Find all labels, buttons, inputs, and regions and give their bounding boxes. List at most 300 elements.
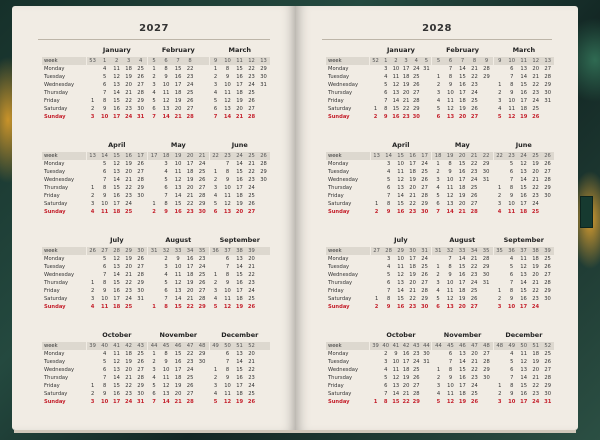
day-number: 19 [520,114,528,120]
day-number [87,255,99,263]
day-row [370,105,431,113]
day-number [210,358,222,366]
day-number [87,358,99,366]
day-number: 21 [248,264,255,270]
label-spacer [42,232,86,247]
day-number: 13 [223,209,232,215]
day-number: 16 [520,391,528,397]
day-number: 25 [421,169,428,175]
week-numbers [87,342,147,350]
day-number: 26 [470,193,478,199]
week-number: 45 [447,343,454,349]
weekday-label: Sunday [44,114,66,120]
day-number: 23 [125,106,132,112]
day-number: 23 [408,304,417,310]
day-number: 22 [409,296,416,302]
day-number: 10 [446,280,454,286]
weekday-label: Wednesday [328,177,359,183]
day-number: 30 [137,391,144,397]
day-number: 29 [483,367,490,373]
day-number: 22 [532,82,540,88]
day-number: 25 [186,90,194,96]
day-number: 30 [137,193,144,199]
day-number: 11 [392,74,400,80]
day-number: 10 [162,367,170,373]
day-row [371,279,431,287]
day-number: 2 [374,304,379,310]
day-number: 11 [397,169,404,175]
day-number: 26 [471,106,478,112]
week-numbers [371,247,431,255]
day-number: 12 [392,82,400,88]
day-number: 29 [260,169,267,175]
day-row [87,366,147,374]
day-number: 11 [507,209,516,215]
day-number: 6 [102,264,107,270]
day-number: 3 [436,177,440,183]
day-number: 18 [236,193,243,199]
day-number: 19 [532,161,539,167]
day-number: 22 [402,106,410,112]
day-number: 24 [421,161,428,167]
weekday-label: Friday [328,193,344,199]
day-row [432,113,492,121]
day-row [210,65,270,73]
week-number: 39 [248,248,255,254]
day-number: 25 [248,90,255,96]
day-number: 22 [470,161,478,167]
day-number: 23 [402,114,410,120]
quarter-row [326,42,554,137]
day-number: 6 [386,185,391,191]
day-row [494,374,554,382]
left-page-2027 [12,6,296,430]
day-number: 3 [436,280,440,286]
weekday-label: Tuesday [328,74,350,80]
day-number [370,81,380,89]
day-number [196,398,208,406]
week-number: 49 [508,343,516,349]
weekday-label: Wednesday [44,82,75,88]
day-row [87,192,147,200]
week-number: 45 [162,343,170,349]
day-number: 25 [412,74,420,80]
weekday-label: Thursday [328,90,353,96]
day-row [148,374,208,382]
day-row [210,208,270,216]
day-number: 14 [520,177,527,183]
day-number [480,303,492,311]
day-row [210,366,270,374]
week-number: 37 [224,248,231,254]
week-number: 17 [150,153,158,159]
day-number: 20 [532,66,540,72]
day-number: 4 [90,209,95,215]
day-number: 24 [248,82,255,88]
day-row [370,374,431,382]
day-number: 18 [174,90,182,96]
day-row [87,358,147,366]
week-number: 14 [385,153,392,159]
day-row [148,255,208,263]
day-row [370,89,431,97]
day-number: 11 [392,367,400,373]
day-number: 10 [162,82,170,88]
day-number [210,255,222,263]
day-number: 15 [520,185,527,191]
week-number: 28 [385,248,392,254]
day-number: 7 [213,114,218,120]
week-number: 32 [162,248,170,254]
day-number [371,255,383,263]
day-number: 25 [421,264,428,270]
week-number: 32 [446,248,454,254]
day-number: 14 [392,391,400,397]
day-number: 27 [137,169,144,175]
week-number: 41 [392,343,400,349]
day-number [494,73,506,81]
day-number: 1 [90,185,95,191]
weekday-label: Thursday [44,185,69,191]
calendar-grid [326,42,554,422]
day-number: 1 [498,82,502,88]
day-number: 18 [186,169,194,175]
day-row [432,255,492,263]
day-number: 17 [236,82,243,88]
day-number: 4 [384,74,388,80]
day-number: 10 [392,359,400,365]
day-number: 17 [459,383,466,389]
day-number [480,200,492,208]
month-name: December [505,331,543,339]
month-name: March [228,46,252,54]
month-block [87,232,147,327]
day-number: 13 [520,272,527,278]
day-number: 16 [236,280,243,286]
month-name: July [110,236,124,244]
week-number: 12 [532,58,540,64]
day-number: 10 [224,383,231,389]
day-row [210,255,270,263]
day-number [370,73,380,81]
day-row [494,366,554,374]
day-number: 15 [236,66,243,72]
day-number: 2 [498,391,502,397]
day-number: 13 [174,185,182,191]
day-number: 15 [520,383,528,389]
day-row [87,279,147,287]
day-number: 10 [508,399,516,405]
day-number: 8 [510,82,514,88]
week-number: 16 [409,153,416,159]
day-number: 20 [125,169,132,175]
day-number: 4 [152,375,156,381]
day-number: 19 [125,256,132,262]
week-numbers [148,57,208,65]
day-number: 9 [102,288,107,294]
month-name: January [387,46,415,54]
day-row [87,176,147,184]
day-number: 4 [213,296,218,302]
day-number: 27 [544,272,551,278]
day-number: 30 [482,272,490,278]
day-number: 8 [102,383,107,389]
day-row [494,160,554,168]
week-number: 47 [186,343,194,349]
day-number: 28 [544,375,552,381]
day-number: 2 [213,375,218,381]
day-number: 26 [186,383,194,389]
day-number [371,176,383,184]
day-number: 23 [198,256,206,262]
month-name: June [515,141,532,149]
year-heading: 2027 [139,23,169,34]
day-number: 14 [397,193,404,199]
day-number: 10 [446,177,454,183]
day-number: 1 [497,185,502,191]
weekday-label: Tuesday [328,169,350,175]
day-row [210,176,270,184]
day-number: 1 [213,367,218,373]
day-number: 24 [531,304,540,310]
week-number: 18 [162,153,170,159]
weekday-label: Saturday [44,391,68,397]
day-number [87,89,99,97]
month-block [148,232,208,327]
day-row [432,208,492,216]
day-number [480,113,492,121]
day-number: 11 [224,296,231,302]
day-number: 12 [162,98,170,104]
day-number: 21 [125,177,132,183]
day-number: 17 [519,304,528,310]
day-number: 15 [397,201,404,207]
day-number: 11 [174,272,182,278]
day-number: 27 [137,82,144,88]
day-row [370,81,431,89]
week-number: 26 [544,153,551,159]
month-block [210,137,270,232]
month-block [432,327,492,422]
day-number: 2 [498,90,502,96]
day-number: 8 [164,304,168,310]
day-number [87,65,99,73]
day-number: 5 [152,98,156,104]
week-number: 27 [373,248,380,254]
day-number: 4 [102,351,107,357]
day-row [210,382,270,390]
day-number: 25 [412,367,420,373]
day-row [148,97,208,105]
day-number: 1 [90,98,95,104]
week-number: 43 [412,343,420,349]
weekday-label: Monday [44,351,65,357]
day-number: 16 [186,256,194,262]
day-number: 24 [470,177,478,183]
weekday-label: Sunday [328,209,350,215]
day-number: 28 [544,280,551,286]
day-number: 22 [125,185,132,191]
day-number [494,168,506,176]
day-number: 19 [532,359,540,365]
week-number: 47 [471,343,478,349]
day-row [494,263,554,271]
day-number [480,398,492,406]
day-number: 9 [176,256,180,262]
page-edge [14,430,576,433]
day-number [370,358,380,366]
day-row [432,366,492,374]
day-number [494,176,506,184]
day-number [87,73,99,81]
day-number: 1 [213,272,218,278]
day-number: 21 [125,375,132,381]
month-block [148,137,208,232]
weekday-label: Monday [44,66,65,72]
day-number: 4 [497,209,502,215]
day-number: 14 [223,114,232,120]
day-number: 21 [248,359,255,365]
day-number: 18 [458,288,466,294]
day-number: 5 [164,177,168,183]
day-number: 1 [152,304,156,310]
day-number: 30 [198,209,206,215]
day-row [432,200,492,208]
weekday-label: Tuesday [44,359,66,365]
day-number [432,65,444,73]
day-number: 3 [164,161,168,167]
weekday-label: Thursday [328,280,353,286]
day-row [371,160,431,168]
day-row [494,113,554,121]
day-number [494,366,506,374]
day-number: 1 [436,367,441,373]
day-number [494,160,506,168]
day-number: 23 [408,209,417,215]
day-number [480,390,492,398]
weekday-label: Saturday [328,296,352,302]
day-row [494,200,554,208]
weekday-label: Monday [328,351,349,357]
day-row [148,184,208,192]
day-row [87,97,147,105]
day-number: 19 [186,280,194,286]
day-number: 7 [102,90,107,96]
week-number: 5 [436,58,441,64]
day-number: 3 [213,185,218,191]
day-number: 19 [409,272,416,278]
day-number: 11 [446,288,454,294]
day-number: 14 [520,280,527,286]
day-number: 3 [436,90,441,96]
month-name: January [102,46,131,54]
day-row [494,97,554,105]
weekday-label: Wednesday [44,272,75,278]
day-number: 9 [394,351,398,357]
weekday-label: Sunday [44,209,66,215]
day-number: 17 [112,114,121,120]
day-number: 11 [224,90,231,96]
day-number: 14 [174,193,182,199]
weekday-label: Tuesday [44,74,66,80]
day-number: 8 [509,185,514,191]
day-number [480,89,492,97]
day-number [421,374,431,382]
day-number: 24 [198,161,206,167]
day-row [148,303,208,311]
day-number: 19 [174,98,182,104]
week-number: 25 [532,153,539,159]
day-number [87,81,99,89]
day-number: 24 [412,66,420,72]
day-number [258,200,270,208]
day-number: 18 [236,296,243,302]
day-number: 4 [213,193,218,199]
day-number: 19 [186,177,194,183]
day-row [432,160,492,168]
week-number: 8 [472,58,477,64]
day-number: 5 [102,161,107,167]
week-label: week [326,152,370,160]
week-label: week [42,57,86,65]
day-number: 8 [384,106,388,112]
week-numbers [432,152,492,160]
day-number: 2 [497,296,502,302]
month-block [87,327,147,422]
divider-line [38,39,270,40]
day-number: 16 [113,288,120,294]
day-number: 12 [520,264,527,270]
day-number: 5 [497,114,502,120]
day-number: 17 [112,399,121,405]
day-number: 24 [124,399,133,405]
day-number: 9 [448,169,452,175]
day-row [370,382,431,390]
week-number: 8 [188,58,192,64]
day-number: 1 [374,201,379,207]
day-row [432,263,492,271]
day-number: 10 [101,201,108,207]
day-number: 15 [459,74,466,80]
day-number: 21 [125,90,132,96]
day-number: 25 [470,185,478,191]
day-number: 10 [100,399,109,405]
week-number: 35 [482,248,490,254]
day-row [87,303,147,311]
day-number: 9 [225,280,230,286]
day-row [494,255,554,263]
day-row [87,105,147,113]
day-row [210,160,270,168]
day-number [196,374,208,382]
day-number: 7 [152,399,156,405]
day-row [370,73,431,81]
day-number: 14 [113,272,120,278]
day-row [87,271,147,279]
weekday-label: Monday [328,161,349,167]
day-number: 18 [174,375,182,381]
day-number [258,184,270,192]
week-label: week [42,342,86,350]
weekday-label: Wednesday [44,177,75,183]
week-number: 31 [150,248,158,254]
day-number: 13 [459,351,466,357]
day-number: 31 [544,399,552,405]
day-number: 15 [458,264,466,270]
day-number [87,263,99,271]
day-number: 7 [448,66,453,72]
day-number: 31 [482,177,490,183]
